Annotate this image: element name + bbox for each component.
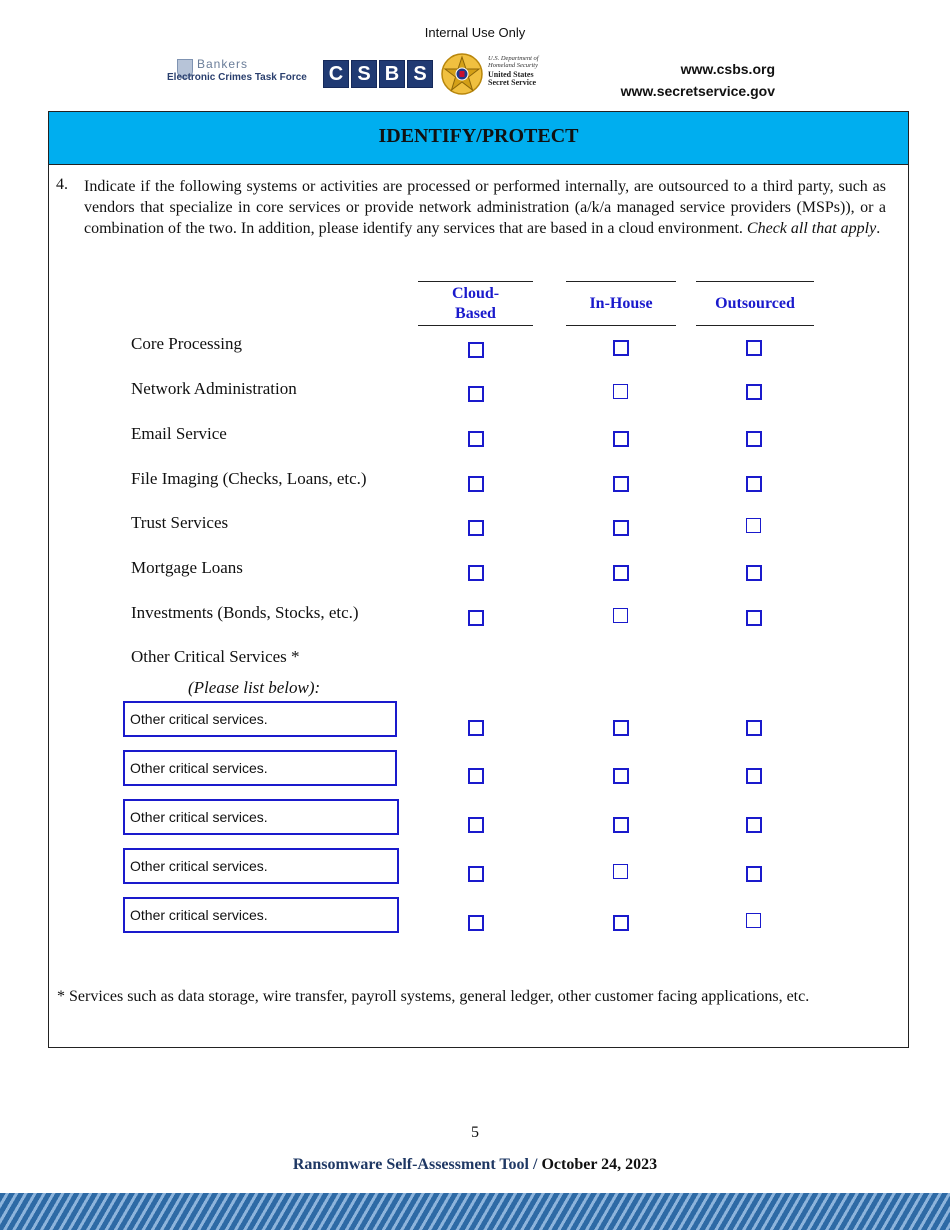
row-label-investments: Investments (Bonds, Stocks, etc.) (131, 603, 359, 622)
checkbox-cloud-network-administration[interactable] (468, 386, 484, 402)
checkbox-outsourced-mortgage-loans[interactable] (746, 565, 762, 581)
checkbox-outsourced-investments[interactable] (746, 610, 762, 626)
checkbox-cloud-other-5[interactable] (468, 915, 484, 931)
section-banner (49, 112, 908, 165)
checkbox-outsourced-file-imaging[interactable] (746, 476, 762, 492)
checkbox-cloud-other-2[interactable] (468, 768, 484, 784)
checkbox-cloud-core-processing[interactable] (468, 342, 484, 358)
secretservice-url-link[interactable]: www.secretservice.gov (620, 83, 775, 99)
csbs-url-link[interactable]: www.csbs.org (680, 61, 775, 77)
footer-doc-title: Ransomware Self-Assessment Tool (292, 1156, 529, 1173)
secret-service-star-icon (440, 52, 484, 96)
bankers-logo-bottom: Electronic Crimes Task Force (167, 72, 307, 83)
checkbox-inhouse-core-processing[interactable] (613, 340, 629, 356)
checkbox-outsourced-core-processing[interactable] (746, 340, 762, 356)
checkbox-cloud-trust-services[interactable] (468, 520, 484, 536)
checkbox-cloud-email-service[interactable] (468, 431, 484, 447)
checkbox-inhouse-other-2[interactable] (613, 768, 629, 784)
column-header-label: In-House (589, 294, 653, 312)
row-label-core-processing: Core Processing (131, 334, 242, 353)
bankers-logo-top: Bankers (197, 57, 249, 71)
footnote: * Services such as data storage, wire transfer, payroll systems, general ledger, other customer facing applications, etc. (57, 988, 810, 1005)
classification-label: Internal Use Only (424, 25, 526, 40)
csbs-letter: B (379, 60, 405, 88)
dhs-label: U.S. Department of Homeland Security (488, 55, 539, 69)
header-urls (621, 58, 775, 102)
checkbox-outsourced-email-service[interactable] (746, 431, 762, 447)
checkbox-outsourced-trust-services[interactable] (746, 518, 761, 533)
question-text (84, 176, 886, 239)
checkbox-cloud-mortgage-loans[interactable] (468, 565, 484, 581)
column-header-label: Outsourced (715, 294, 795, 312)
checkbox-inhouse-trust-services[interactable] (613, 520, 629, 536)
page-number: 5 (471, 1124, 479, 1141)
checkbox-outsourced-other-5[interactable] (746, 913, 761, 928)
other-service-input[interactable]: Other critical services. (123, 848, 399, 884)
checkbox-cloud-other-4[interactable] (468, 866, 484, 882)
checkbox-cloud-other-3[interactable] (468, 817, 484, 833)
checkbox-inhouse-other-5[interactable] (613, 915, 629, 931)
row-label-network-administration: Network Administration (131, 379, 297, 398)
row-label-email-service: Email Service (131, 424, 227, 443)
csbs-letter: S (407, 60, 433, 88)
checkbox-inhouse-other-4[interactable] (613, 864, 628, 879)
section-title: IDENTIFY/PROTECT (378, 125, 579, 147)
checkbox-outsourced-network-administration[interactable] (746, 384, 762, 400)
checkbox-inhouse-email-service[interactable] (613, 431, 629, 447)
dhs-usss-logo (488, 56, 548, 87)
question-end: . (876, 220, 881, 237)
question-number: 4. (56, 176, 68, 193)
row-label-other-critical-services: Other Critical Services * (131, 647, 300, 666)
other-service-input[interactable]: Other critical services. (123, 799, 399, 835)
footer-separator: / (529, 1156, 542, 1173)
bankers-ectf-logo (165, 55, 315, 91)
checkbox-inhouse-other-3[interactable] (613, 817, 629, 833)
usss-label: United States Secret Service (488, 70, 537, 87)
checkbox-inhouse-other-1[interactable] (613, 720, 629, 736)
checkbox-cloud-file-imaging[interactable] (468, 476, 484, 492)
csbs-letter: C (323, 60, 349, 88)
csbs-logo (323, 60, 433, 88)
checkbox-outsourced-other-4[interactable] (746, 866, 762, 882)
footer-date: October 24, 2023 (541, 1156, 658, 1173)
footer-title (0, 1156, 950, 1174)
checkbox-inhouse-file-imaging[interactable] (613, 476, 629, 492)
footer-stripe-band (0, 1193, 950, 1230)
column-header-in-house (566, 281, 676, 326)
checkbox-inhouse-mortgage-loans[interactable] (613, 565, 629, 581)
other-services-hint: (Please list below): (188, 678, 321, 697)
row-label-mortgage-loans: Mortgage Loans (131, 558, 243, 577)
checkbox-outsourced-other-1[interactable] (746, 720, 762, 736)
column-header-cloud-based (418, 281, 533, 326)
csbs-letter: S (351, 60, 377, 88)
checkbox-cloud-other-1[interactable] (468, 720, 484, 736)
column-header-label: Cloud- Based (451, 284, 500, 322)
other-service-input[interactable]: Other critical services. (123, 701, 397, 737)
checkbox-outsourced-other-3[interactable] (746, 817, 762, 833)
checkbox-cloud-investments[interactable] (468, 610, 484, 626)
question-instruction: Check all that apply (746, 220, 877, 237)
other-service-input[interactable]: Other critical services. (123, 750, 397, 786)
checkbox-outsourced-other-2[interactable] (746, 768, 762, 784)
question-body: Indicate if the following systems or activities are processed or performed internally, are outsourced to a third party, such as vendors that specialize in core services or provide network administration (a/k/a managed service providers (MSPs)), or a combination of the two. In addition, please identify any services that are based in a cloud environment. (84, 178, 886, 237)
row-label-trust-services: Trust Services (131, 513, 229, 532)
column-header-outsourced (696, 281, 814, 326)
other-service-input[interactable]: Other critical services. (123, 897, 399, 933)
checkbox-inhouse-investments[interactable] (613, 608, 628, 623)
checkbox-inhouse-network-administration[interactable] (613, 384, 628, 399)
row-label-file-imaging: File Imaging (Checks, Loans, etc.) (131, 469, 367, 488)
